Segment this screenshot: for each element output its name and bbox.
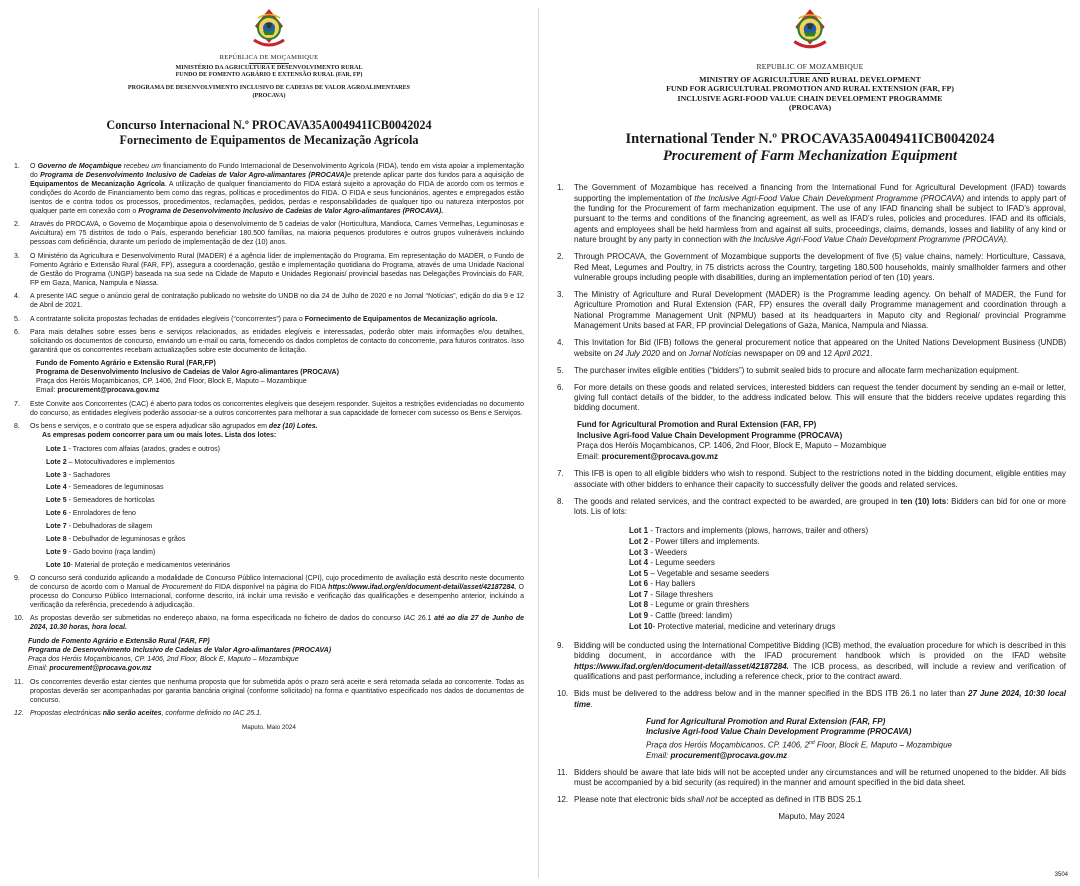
ifad-link[interactable]: https://www.ifad.org/en/document-detail/asset/42187284. [574,661,789,671]
tender-title [540,131,1080,165]
portuguese-notice [0,0,538,886]
list-item: Lote 7 - Debulhadoras de silagem [46,523,153,531]
list-item: Lote 10- Material de proteção e medicamentos veterinários [46,561,231,569]
clause-8: 8. The goods and related services, and the contract expected to be awarded, are grouped in ten (10) lots: Bidders can bid for one or more lots. Lis of lots: [557,496,1066,516]
clause-9: 9. O concurso será conduzido aplicando a modalidade de Concurso Público Internacional (CPI), cujo procedimento de avaliação está descrito neste documento de concurso de acordo com o Manual de Procurement do FIDA disponível na página do FIDA https://www.ifad.org/en/document-detail/asset/42187284. O processo do Concurso Público Internacional, conforme descrito, irá incluir uma revisão e verificação das qualificações e desempenho anterior, incluindo a verificação da referência, precedendo à adjudicação. [14,574,524,609]
list-item: Lote 6 - Enroladores de feno [46,510,136,518]
tender-number: International Tender N.º PROCAVA35A004941ICB0042024 [625,131,995,148]
divider [249,63,289,64]
clause-1: 1. The Government of Mozambique has received a financing from the International Fund for Agricultural Development (IFAD) towards supporting the implementation of the Inclusive Agri-Food Value Chain Development Programme (PROCAVA) and intends to apply part of the funding for the Procurement of farm mechanization equipment. The use of any IFAD financing shall be subject to IFAD’s approval, pursuant to the terms and conditions of the financing agreement, as well as IFAD’s rules, policies and procedures. IFAD and its officials, agents and employees shall be held harmless from and against all suits, proceedings, claims, demands, losses and liability of any kind or nature brought by any party in connection with the Inclusive Agri-Food Value Chain Development Programme (PROCAVA). [557,183,1066,245]
list-item: Lot 10- Protective material, medicine and veterinary drugs [629,621,836,631]
list-item: Lote 1 - Tractores com alfaias (arados, grades e outros) [46,445,220,453]
clause-4: 4. A presente IAC segue o anúncio geral de contratação publicado no website do UNDB no dia 24 de Julho de 2020 e no Jornal “Notícias”, edição do dia 9 e 12 de Abril de 2021. [14,293,524,310]
ifad-link[interactable]: https://www.ifad.org/en/document-detail/asset/42187284. [328,583,517,591]
clause-2: 2. Through PROCAVA, the Government of Mozambique supports the development of five (5) value chains, namely: Horticulture, Cassava, Red Meat, Legumes and Poultry, in 75 districts across the Country, targeting 180.500 households, mainly smallholder farmers and other vulnerable groups including people with disabilities, during an implementation period of ten (10) years. [557,252,1066,283]
clause-12: 12. Propostas electrónicas não serão aceites, conforme definido no IAC 25.1. [14,710,262,718]
clause-5: 5. A contratante solicita propostas fechadas de entidades elegíveis (“concorrentes”) para o Fornecimento de Equipamentos de Mecanização agrícola. [14,315,498,323]
clause-11: 11. Bidders should be aware that late bids will not be accepted under any circumstances and will be returned unopened to the bidder. All bids must be accompanied by a bid security (as required) in the manner and amount specified in the bid data sheet. [557,767,1066,788]
list-item: Lot 5 – Vegetable and sesame seeders [629,568,770,578]
notice-body [14,162,524,732]
list-item: Lote 2 – Motocultivadores e implementos [46,458,175,466]
column-divider [538,8,539,878]
submission-address: Fund for Agricultural Promotion and Rural Extension (FAR, FP) Inclusive Agri-food Value Chain Development Programme (PROCAVA) Praça dos Heróis Moçambicanos, CP. 1406, 2nd Floor, Block E, Maputo – Mozambique Email: procurement@procava.gov.mz [646,716,953,760]
submission-address: Fundo de Fomento Agrário e Extensão Rural (FAR, FP) Programa de Desenvolvimento Inclusivo de Cadeias de Valor Agro-alimantares (PROCAVA) Praça dos Heróis Moçambicanos, CP. 1406, 2nd Floor, Block E, Maputo – Mozambique Email: procurement@procava.gov.mz [28,637,332,672]
divider [790,73,830,74]
list-item: Lot 6 - Hay ballers [629,579,696,589]
clause-3: 3. O Ministério da Agricultura e Desenvolvimento Rural (MADER) é a agência líder de implementação do Programa. Em representação do MADER, o Fundo de Fomento Agrário e Extensão Rural (FAR, FP), assegura a coordenação, gestão e implementação quotidiana do Programa, através de uma Unidade Nacional de Gestão do Programa (UNGP) baseada na sua sede na Cidade de Maputo e Unidades Regionais/ provincial basedas nas Delegações Provinciais do FAR, FP em Gaza, Manica, Nampula e Niassa. [14,252,524,287]
clause-10: 10. As propostas deverão ser submetidas no endereço abaixo, na forma especificada no ficheiro de dados do concurso IAC 26.1 até ao dia 27 de Junho de 2024, 10.30 horas, hora local. [14,615,524,632]
list-item: Lot 7 - Silage threshers [629,589,714,599]
clause-7: 7. Este Convite aos Concorrentes (CAC) é aberto para todos os concorrentes elegíveis que desejem responder. Sujeitos a restrições evidenciadas no documento do concurso, as entidades elegíveis poderão associar-se a outros concorrentes para melhorar a sua capacidade de fornecer com sucesso os Bens e Serviços. [14,400,524,417]
email-link[interactable]: procurement@procava.gov.mz [670,750,788,760]
english-notice [540,0,1080,886]
lot-list [46,445,524,570]
fund-name: FUND FOR AGRICULTURAL PROMOTION AND RURAL EXTENSION (FAR, FP) [666,84,954,94]
list-item: Lote 8 - Debulhador de leguminosas e grãos [46,536,186,544]
clause-1: 1. O Governo de Moçambique recebeu um financiamento do Fundo Internacional de Desenvolvimento Agrícola (FIDA), tendo em vista apoiar a implementação do Programa de Desenvolvimento Inclusivo de Cadeias de Valor Agro-alimantares (PROCAVA)e pretende aplicar parte dos fundos para a aquisição de Equipamentos de Mecanização Agrícola. A utilização de qualquer financiamento do FIDA estará sujeito a aprovação do FIDA de acordo com os termos e condições do Acordo de Financiamento bem como das regras, políticas e procedimentos do FIDA. O FIDA e seus funcionários, agentes e empregados estão isentos de e contra todos os processos, procedimentos, reclamações, pedidos, perdas e responsabilidades de qualquer tipo ou natureza interpostos por qualquer parte em conexão com o Programa de Desenvolvimento Inclusivo de Cadeias de Valor Agro-alimantares (PROCAVA). [14,162,525,215]
list-item: Lote 3 - Sachadores [46,471,111,479]
page-number: 3504 [1054,872,1068,878]
place-date: Maputo, May 2024 [778,812,845,822]
list-item: Lot 4 - Legume seeders [629,558,715,568]
programme-name: INCLUSIVE AGRI-FOOD VALUE CHAIN DEVELOPMENT PROGRAMME [677,93,943,103]
programme-abbr: (PROCAVA) [252,92,286,99]
clause-12: 12. Please note that electronic bids shall not be accepted as defined in ITB BDS 25.1 [557,795,862,805]
clause-8: 8. Os bens e serviços, e o contrato que se espera adjudicar são agrupados em dez (10) Lotes. As empresas podem concorrer para um ou mais lotes. Lista dos lotes: [14,423,318,440]
clause-4: 4. This Invitation for Bid (IFB) follows the general procurement notice that appeared on the United Nations Development Business (UNDB) website on 24 July 2020 and on Jornal Notícias newspaper on 09 and 12 April 2021. [557,338,1066,358]
clause-11: 11. Os concorrentes deverão estar cientes que nenhuma proposta que for submetida após o prazo será aceite e será retornada selada ao concorrente. Todas as propostas deverão ser acompanhadas por garantia bancária original (conforme solicitado) na forma e quantitativo especificado nos dados de documentos de concurso. [14,678,524,704]
list-item: Lot 3 - Weeders [629,547,688,557]
contact-address: Fund for Agricultural Promotion and Rural Extension (FAR, FP) Inclusive Agri-food Value Chain Development Programme (PROCAVA) Praça dos Heróis Moçambicanos, CP. 1406, 2nd Floor, Block E, Maputo – Mozambique Email: procurement@procava.gov.mz [577,420,887,461]
clause-3: 3. The Ministry of Agriculture and Rural Development (MADER) is the Programme leading agency. On behalf of MADER, the Fund for Agriculture Promotion and Rural Extension (FAR, FP) ensures the overall daily Programme management and coordination through a National Programme Management Unit (NPMU) based at its headquarters in Maputo city and Regional/ provincial Programme Management Units based at FAR, FP provincial Delegations of Gaza, Manica, Nampula and Niassa. [557,290,1066,331]
letterhead [0,54,538,100]
coat-of-arms-icon [788,6,832,52]
list-item: Lote 9 - Gado bovino (raça landim) [46,548,156,556]
email-link[interactable]: procurement@procava.gov.mz [49,664,152,672]
list-item: Lot 8 - Legume or grain threshers [629,600,750,610]
clause-6: 6. For more details on these goods and related services, interested bidders can request the tender document by sending an e-mail or letter, giving full contact details of the bidder, to the address indicated below. This will ensure that the bidders receive updates regarding this bidding document. [557,382,1066,413]
country-name: REPÚBLICA DE MOÇAMBIQUE [219,54,319,61]
tender-title [0,118,538,148]
clause-5: 5. The purchaser invites eligible entities (“bidders”) to submit sealed bids to procure and allocate farm mechanization equipment. [557,365,1020,375]
place-date: Maputo, Maio 2024 [242,723,296,731]
letterhead [540,62,1080,112]
clause-9: 9. Bidding will be conducted using the International Competitive Bidding (ICB) method, the evaluation procedure for which is described in this bidding document, in accordance with the IFAD procurement handbook which is provided on the IFAD website https://www.ifad.org/en/document-detail/asset/42187284. The ICB process, as described, will include a review and verification of qualifications and past performance, including a reference check, prior to the contract award. [557,641,1066,682]
list-item: Lote 4 - Semeadores de leguminosas [46,484,164,492]
programme-abbr: (PROCAVA) [788,102,832,112]
clause-7: 7. This IFB is open to all eligible bidders who wish to respond. Subject to the restrictions noted in the bidding document, eligible entities may associate with other bidders to enhance their capacity to successfully deliver the goods and related services. [557,469,1066,489]
list-item: Lot 2 - Power tillers and implements. [629,536,760,546]
list-item: Lote 5 - Semeadores de hortícolas [46,497,155,505]
email-link[interactable]: procurement@procava.gov.mz [57,386,160,394]
tender-subject: Fornecimento de Equipamentos de Mecanização Agrícola [119,132,419,147]
list-item: Lot 1 - Tractors and implements (plows, harrows, trailer and others) [629,526,869,536]
clause-10: 10. Bids must be delivered to the address below and in the manner specified in the BDS ITB 26.1 no later than 27 June 2024, 10:30 local time. [557,689,1067,709]
notice-body [557,183,1066,823]
fund-name: FUNDO DE FOMENTO AGRÁRIO E EXTENSÃO RURAL (FAR, FP) [175,72,363,79]
ministry-name: MINISTÉRIO DA AGRICULTURA E DESENVOLVIMENTO RURAL [175,65,363,71]
list-item: Lot 9 - Cattle (breed: landim) [629,611,733,621]
tender-subject: Procurement of Farm Mechanization Equipment [662,148,958,165]
lot-list [629,526,1066,632]
programme-name: PROGRAMA DE DESENVOLVIMENTO INCLUSIVO DE CADEIAS DE VALOR AGROALIMENTARES [127,85,411,92]
ministry-name: MINISTRY OF AGRICULTURE AND RURAL DEVELOPMENT [699,75,921,84]
clause-2: 2. Através do PROCAVA, o Governo de Moçambique apoia o desenvolvimento de 5 cadeias de valor (Horticultura, Mandioca, Carnes Vermelhas, Leguminosas e Avicultura) em 75 distritos de todo o País, esperando beneficiar 180.500 famílias, na maioria pequenos produtores e outros grupos vulneráveis incluindo pessoas com deficiência, durante um período de implementação de dez (10) anos. [14,221,524,247]
country-name: REPUBLIC OF MOZAMBIQUE [756,62,864,71]
email-link[interactable]: procurement@procava.gov.mz [601,451,719,461]
contact-address: Fundo de Fomento Agrário e Extensão Rural (FAR,FP) Programa de Desenvolvimento Inclusivo de Cadeias de Valor Agro-alimantares (PROCAVA) Praça dos Heróis Moçambicanos, CP. 1406, 2nd Floor, Block E, Maputo – Mozambique Email: procurement@procava.gov.mz [36,359,339,394]
clause-6: 6. Para mais detalhes sobre esses bens e serviços relacionados, as enidades elegíveis e interessadas, poderão obter mais informações e/ou detalhes, solicitando os documentos de concurso, enviando um e-mail ou carta, fornecendo os dados completos de contacto do concorrente, para futuros contratos. Isso garantirá que os concorrentes recebam actualizações sobre este documento de licitação. [14,329,524,355]
coat-of-arms-icon [249,6,289,50]
tender-number: Concurso Internacional N.º PROCAVA35A004941ICB0042024 [106,117,432,132]
